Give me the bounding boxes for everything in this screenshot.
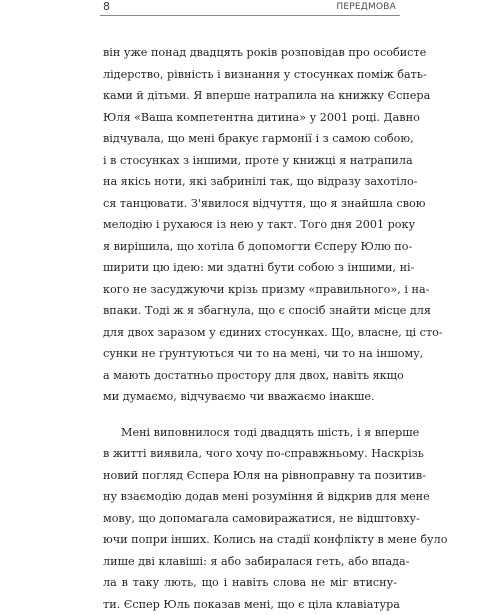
text-line: кого не засуджуючи крізь призму «правильного», і на- <box>103 279 397 301</box>
text-line: ми думаємо, відчуваємо чи вважаємо інакше. <box>103 386 397 408</box>
text-line: ючи попри інших. Колись на стадії конфлікту в мене було <box>103 529 397 551</box>
text-line: ти. Єспер Юль показав мені, що є ціла клавіатура <box>103 594 397 615</box>
text-line: Мені виповнилося тоді двадцять шість, і я вперше <box>103 422 397 444</box>
paragraph-2 <box>103 422 397 615</box>
paragraph-1 <box>103 42 397 408</box>
page-header <box>0 0 500 16</box>
text-line: відчувала, що мені бракує гармонії і з самою собою, <box>103 128 397 150</box>
text-line: новий погляд Єспера Юля на рівноправну та позитив- <box>103 465 397 487</box>
text-line: він уже понад двадцять років розповідав про особисте <box>103 42 397 64</box>
text-line: а мають достатньо простору для двох, навіть якщо <box>103 365 397 387</box>
text-line: для двох заразом у єдиних стосунках. Що, власне, ці сто- <box>103 322 397 344</box>
text-line: ками й дітьми. Я вперше натрапила на книжку Єспера <box>103 85 397 107</box>
text-line: мелодію і рухаюся із нею у такт. Того дня 2001 року <box>103 214 397 236</box>
text-line: на якісь ноти, які забринілі так, що відразу захотіло- <box>103 171 397 193</box>
text-line: впаки. Тоді ж я збагнула, що є спосіб знайти місце для <box>103 300 397 322</box>
text-line: лише дві клавіші: я або забиралася геть, або впада- <box>103 551 397 573</box>
text-line: в житті виявила, чого хочу по-справжньому. Наскрізь <box>103 443 397 465</box>
paragraph-gap <box>103 408 397 422</box>
text-line: мову, що допомагала самовиражатися, не відштовху- <box>103 508 397 530</box>
page-number: 8 <box>103 1 110 13</box>
text-line: Юля «Ваша компетентна дитина» у 2001 році. Давно <box>103 107 397 129</box>
running-title: ПЕРЕДМОВА <box>336 2 396 13</box>
text-line: ся танцювати. З'явилося відчуття, що я знайшла свою <box>103 193 397 215</box>
text-line: ну взаємодію додав мені розуміння й відкрив для мене <box>103 486 397 508</box>
text-line: і в стосунках з іншими, проте у книжці я натрапила <box>103 150 397 172</box>
header-rule <box>100 15 400 16</box>
text-line: лідерство, рівність і визнання у стосунках поміж бать- <box>103 64 397 86</box>
text-line: сунки не ґрунтуються чи то на мені, чи то на іншому, <box>103 343 397 365</box>
body-text <box>103 42 397 615</box>
text-line: ла в таку лють, що і навіть слова не міг втисну- <box>103 572 397 594</box>
text-line: ширити цю ідею: ми здатні бути собою з іншими, ні- <box>103 257 397 279</box>
text-line: я вирішила, що хотіла б допомогти Єсперу Юлю по- <box>103 236 397 258</box>
